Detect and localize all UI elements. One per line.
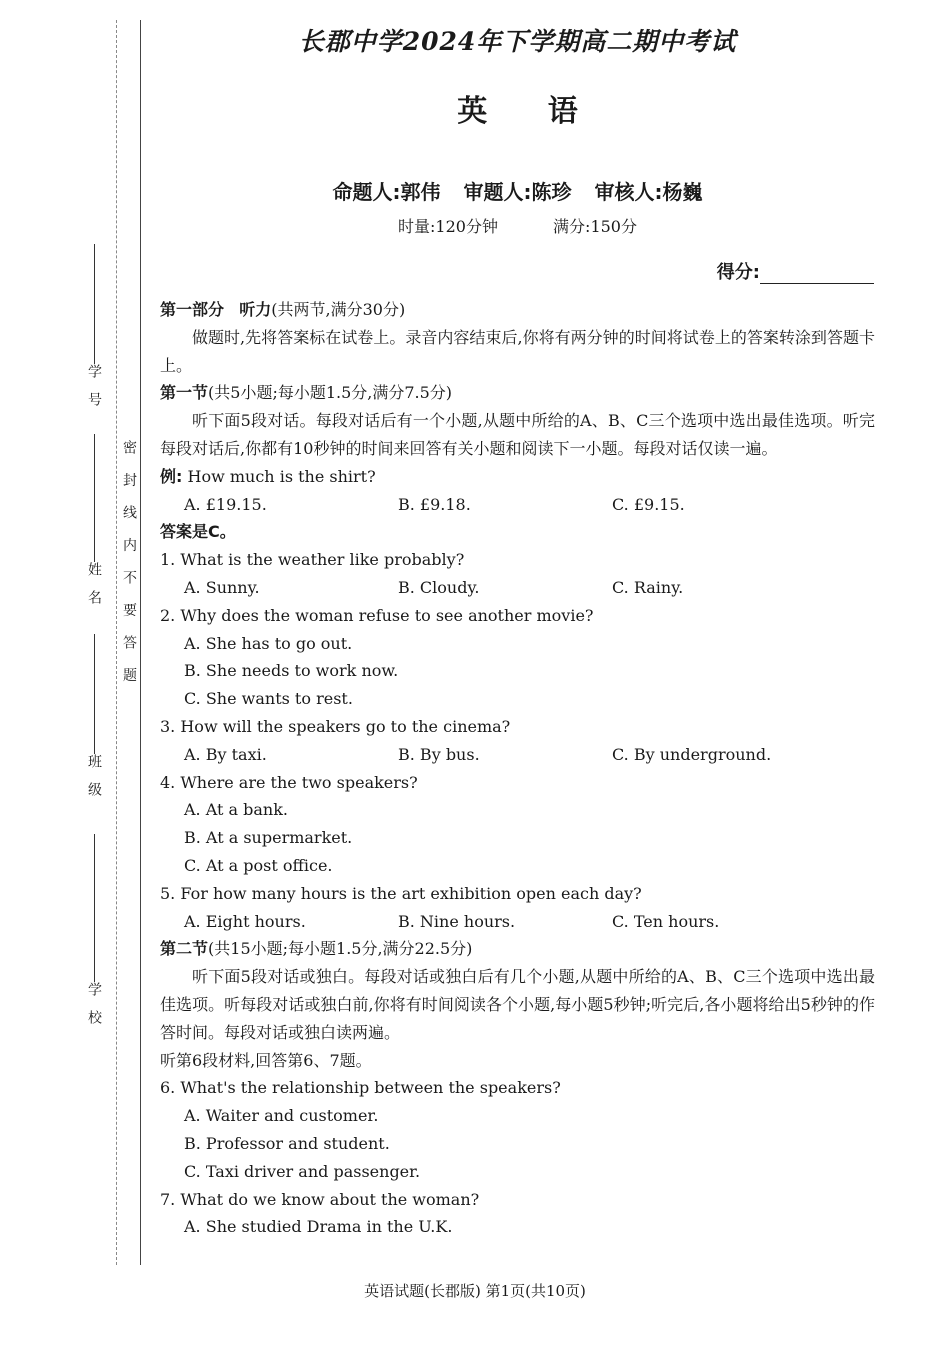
student-number-blank[interactable] (94, 244, 95, 364)
reviewer: 审题人:陈珍 (463, 180, 572, 204)
question-6-option-a[interactable]: A. Waiter and customer. (184, 1106, 379, 1126)
question-4-option-b[interactable]: B. At a supermarket. (184, 828, 353, 848)
school-blank[interactable] (94, 834, 95, 982)
question-6-option-c[interactable]: C. Taxi driver and passenger. (184, 1161, 421, 1181)
class-label: 班级 (86, 754, 102, 810)
question-5-stem: 5. For how many hours is the art exhibition open each day? (160, 883, 642, 903)
question-2-option-b[interactable]: B. She needs to work now. (184, 661, 399, 681)
student-number-field[interactable] (84, 240, 104, 420)
question-4-option-c[interactable]: C. At a post office. (184, 855, 333, 875)
question-1-option-c[interactable]: C. Rainy. (612, 577, 684, 597)
question-4-stem: 4. Where are the two speakers? (160, 772, 418, 792)
section2-instruction: 听下面5段对话或独白。每段对话或独白后有几个小题,从题中所给的A、B、C三个选项中选出最佳选项。听每段对话或独白前,你将有时间阅读各个小题,每小题5秒钟;听完后,各小题将给出5秒钟的作答时间。每段对话或独白读两遍。 (160, 967, 875, 1042)
binding-solid-line (140, 20, 141, 1265)
exam-title: 长郡中学2024年下学期高二期中考试 (298, 27, 737, 56)
part1-instruction: 做题时,先将答案标在试卷上。录音内容结束后,你将有两分钟的时间将试卷上的答案转涂到答题卡上。 (160, 327, 875, 375)
class-field[interactable] (84, 630, 104, 810)
section1-note: (共5小题;每小题1.5分,满分7.5分) (208, 383, 453, 403)
school-field[interactable] (84, 830, 104, 1038)
question-3-stem: 3. How will the speakers go to the cinema? (160, 716, 511, 736)
part1-title: 听力 (239, 300, 272, 319)
question-6-option-b[interactable]: B. Professor and student. (184, 1133, 390, 1153)
question-7-stem: 7. What do we know about the woman? (160, 1189, 480, 1209)
section2-label: 第二节 (160, 939, 209, 959)
part1-heading (160, 296, 875, 324)
example-option-b: B. £9.18. (398, 494, 471, 514)
part1-note: (共两节,满分30分) (271, 300, 406, 319)
example-answer: 答案是C。 (160, 522, 236, 542)
subject-title: 英 语 (457, 94, 578, 129)
score-blank[interactable] (760, 263, 874, 284)
example-option-a: A. £19.15. (184, 494, 267, 514)
question-1-option-a[interactable]: A. Sunny. (184, 577, 260, 597)
example-options (160, 491, 875, 519)
page-footer: 英语试题(长郡版) 第1页(共10页) (364, 1282, 586, 1300)
authors-line (160, 176, 875, 205)
question-3-option-c[interactable]: C. By underground. (612, 744, 772, 764)
setter: 命题人:郭伟 (332, 180, 441, 204)
question-5-option-b[interactable]: B. Nine hours. (398, 911, 516, 931)
section1-instruction: 听下面5段对话。每段对话后有一个小题,从题中所给的A、B、C三个选项中选出最佳选项。听完每段对话后,你都有10秒钟的时间来回答有关小题和阅读下一小题。每段对话仅读一遍。 (160, 411, 875, 458)
question-3-option-b[interactable]: B. By bus. (398, 744, 480, 764)
score-label: 得分: (716, 262, 760, 283)
time-score-line (160, 214, 875, 237)
class-blank[interactable] (94, 634, 95, 754)
question-3-option-a[interactable]: A. By taxi. (184, 744, 267, 764)
full-score: 满分:150分 (553, 217, 637, 236)
question-1-option-b[interactable]: B. Cloudy. (398, 577, 480, 597)
question-5-options (160, 908, 875, 936)
time-limit: 时量:120分钟 (398, 217, 498, 236)
question-2-option-a[interactable]: A. She has to go out. (184, 633, 353, 653)
question-1-options (160, 574, 875, 602)
section2-note: (共15小题;每小题1.5分,满分22.5分) (208, 939, 473, 959)
score-field[interactable] (717, 258, 874, 284)
student-name-label: 姓名 (86, 562, 102, 618)
school-label: 学校 (86, 982, 102, 1038)
question-2-stem: 2. Why does the woman refuse to see another movie? (160, 605, 594, 625)
question-2-option-c[interactable]: C. She wants to rest. (184, 689, 353, 709)
material-6-note: 听第6段材料,回答第6、7题。 (160, 1050, 372, 1070)
question-6-stem: 6. What's the relationship between the speakers? (160, 1078, 561, 1098)
example-label: 例: (160, 466, 183, 486)
student-number-label: 学号 (86, 364, 102, 420)
section1-label: 第一节 (160, 383, 209, 403)
question-1-stem: 1. What is the weather like probably? (160, 550, 465, 570)
student-name-blank[interactable] (94, 434, 95, 562)
question-7-option-a[interactable]: A. She studied Drama in the U.K. (184, 1217, 453, 1237)
question-3-options (160, 741, 875, 769)
binding-dashed-line (116, 20, 117, 1265)
example-option-c: C. £9.15. (612, 494, 685, 514)
exam-content (160, 296, 875, 1241)
seal-line-notice: 密封线内不要答题 (121, 440, 137, 700)
question-5-option-a[interactable]: A. Eight hours. (184, 911, 306, 931)
question-5-option-c[interactable]: C. Ten hours. (612, 911, 720, 931)
part1-label: 第一部分 (160, 300, 225, 319)
section1-heading (160, 379, 875, 407)
student-name-field[interactable] (84, 430, 104, 618)
checker: 审核人:杨巍 (594, 180, 703, 204)
example-question (160, 463, 875, 491)
question-4-option-a[interactable]: A. At a bank. (184, 800, 289, 820)
example-stem: How much is the shirt? (187, 466, 376, 486)
section2-heading (160, 935, 875, 963)
